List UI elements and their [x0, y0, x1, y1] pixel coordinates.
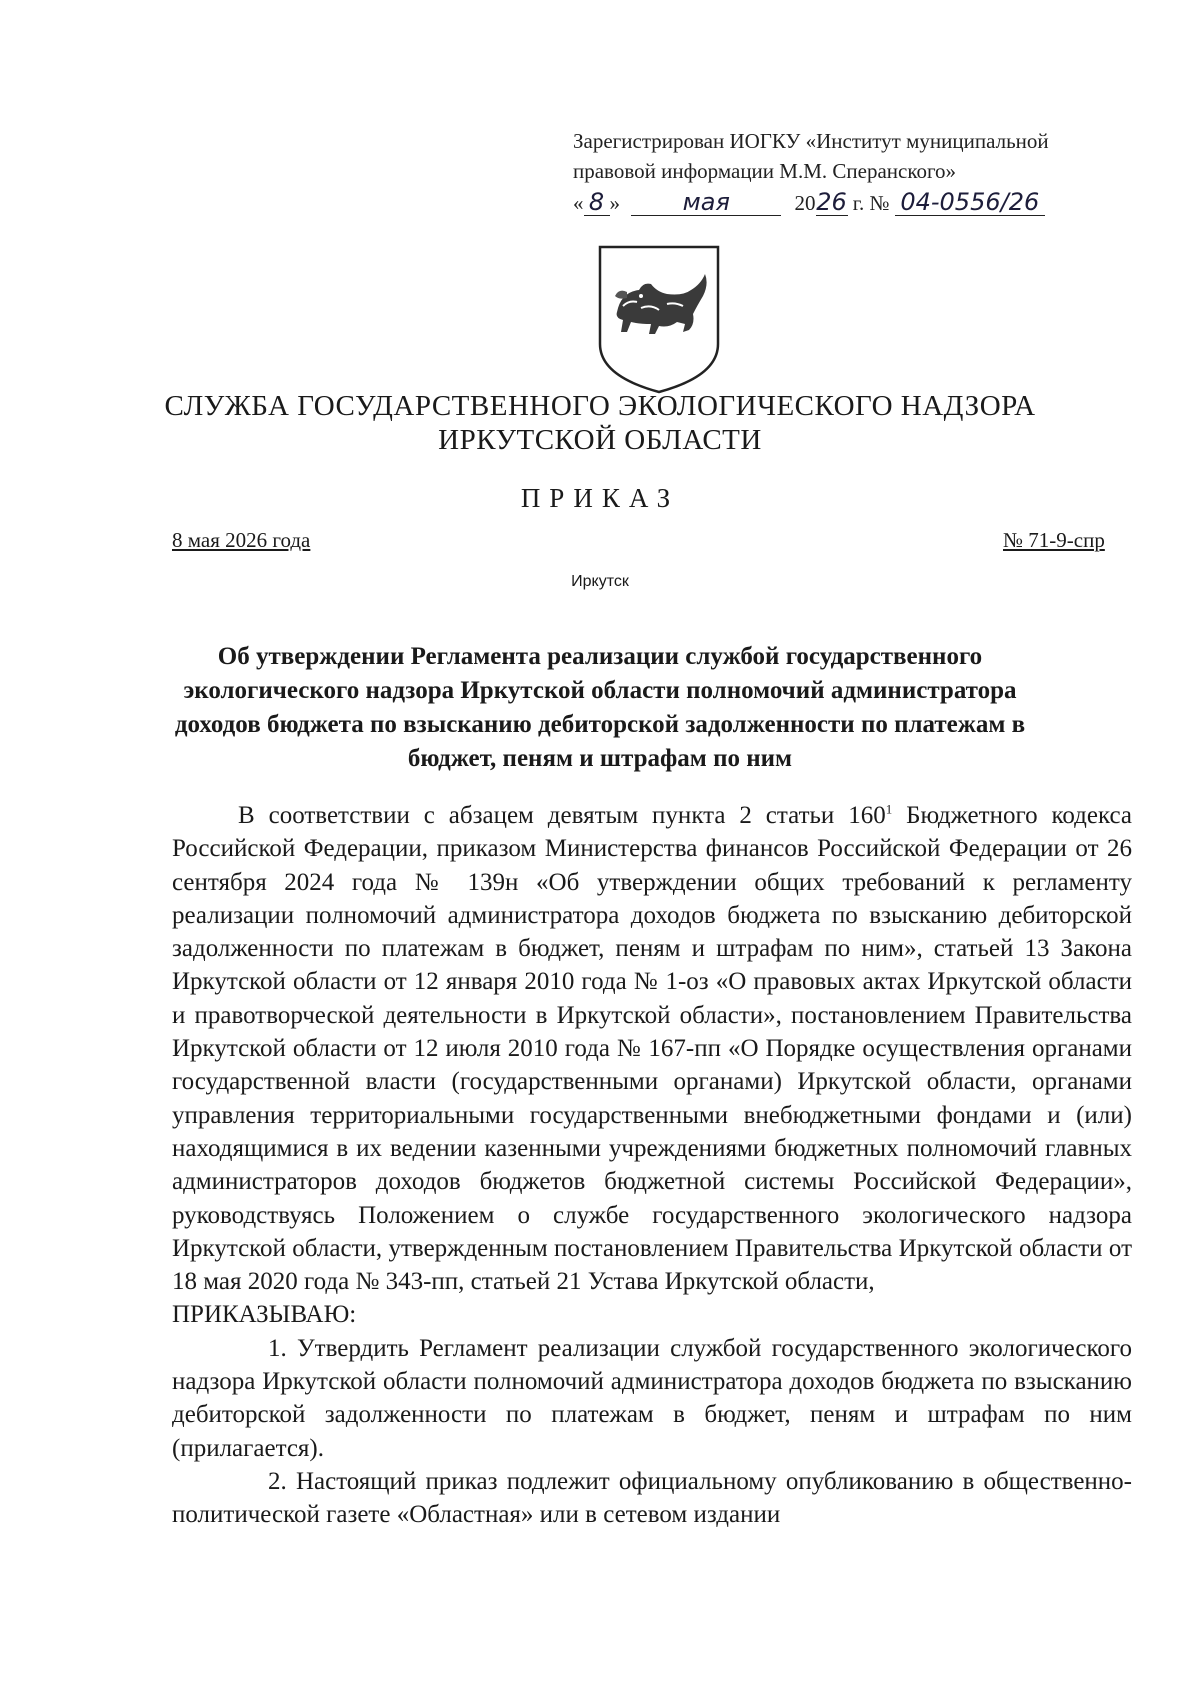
order-city: Иркутск — [571, 573, 629, 590]
document-type-heading: ПРИКАЗ — [520, 483, 680, 513]
registration-number-label: г. № — [852, 191, 890, 215]
article-superscript: 1 — [885, 801, 893, 817]
registration-day: 8 — [584, 189, 610, 216]
registration-line-1: Зарегистрирован ИОГКУ «Институт муниципальной — [573, 129, 1049, 153]
registration-year-prefix: 20 — [794, 191, 816, 215]
registration-number: 04-0556/26 — [895, 189, 1045, 216]
preamble-rest: Бюджетного кодекса Российской Федерации, приказом Министерства финансов Российской Федерации от 26 сентября 2024 года № 139н «Об утверждении общих требований к регламенту реализации полномочий администратора доходов бюджета по взысканию дебиторской задолженности по платежам в бюджет, пеням и штрафам по ним», статьей 13 Закона Иркутской области от 12 января 2010 года № 1-оз «О правовых актах Иркутской области и правотворческой деятельности в Иркутской области», постановлением Правительства Иркутской области от 12 июля 2010 года № 167-пп «О Порядке осуществления органами государственной власти (государственными органами) Иркутской области, органами управления территориальными государственными внебюджетными фондами и (или) находящимися в их ведении казенными учреждениями бюджетных полномочий главных администраторов доходов бюджетов бюджетной системы Российской Федерации», руководствуясь Положением о службе государственного экологического надзора Иркутской области, утвержденным постановлением Правительства Иркутской области от 18 мая 2020 года № 343-пп, статьей 21 Устава Иркутской области, — [172, 802, 1132, 1296]
preamble-start: В соответствии с абзацем девятым пункта 2 статьи 160 — [238, 802, 886, 829]
registration-month: мая — [631, 189, 781, 216]
irkutsk-coat-of-arms-icon — [597, 244, 721, 394]
registration-line-2: правовой информации М.М. Сперанского» — [573, 159, 957, 183]
preamble-paragraph — [172, 799, 1132, 1298]
registration-date-line — [573, 188, 1133, 222]
registration-stamp — [573, 126, 1133, 222]
order-title: Об утверждении Регламента реализации службой государственного экологического надзора Иркутской области полномочий администратора доходов бюджета по взысканию дебиторской задолженности по платежам в бюджет, пеням и штрафам по ним — [174, 643, 1026, 772]
organization-name-line-1: СЛУЖБА ГОСУДАРСТВЕННОГО ЭКОЛОГИЧЕСКОГО НАДЗОРА — [164, 390, 1036, 422]
registration-open-quote: « — [573, 191, 584, 215]
order-item-1: 1. Утвердить Регламент реализации службой государственного экологического надзора Иркутской области полномочий администратора доходов бюджета по взысканию дебиторской задолженности по платежам в бюджет, пеням и штрафам по ним (прилагается). — [172, 1334, 1132, 1462]
order-number: № 71-9-спр — [1003, 528, 1105, 552]
organization-name-line-2: ИРКУТСКОЙ ОБЛАСТИ — [438, 424, 762, 456]
order-body — [172, 799, 1132, 1532]
registration-close-quote: » — [609, 191, 620, 215]
order-word: ПРИКАЗЫВАЮ: — [172, 1301, 357, 1329]
registration-year-suffix: 26 — [816, 188, 847, 216]
order-item-2: 2. Настоящий приказ подлежит официальному опубликованию в общественно-политической газете «Областная» или в сетевом издании — [172, 1467, 1132, 1529]
order-date: 8 мая 2026 года — [172, 528, 311, 552]
